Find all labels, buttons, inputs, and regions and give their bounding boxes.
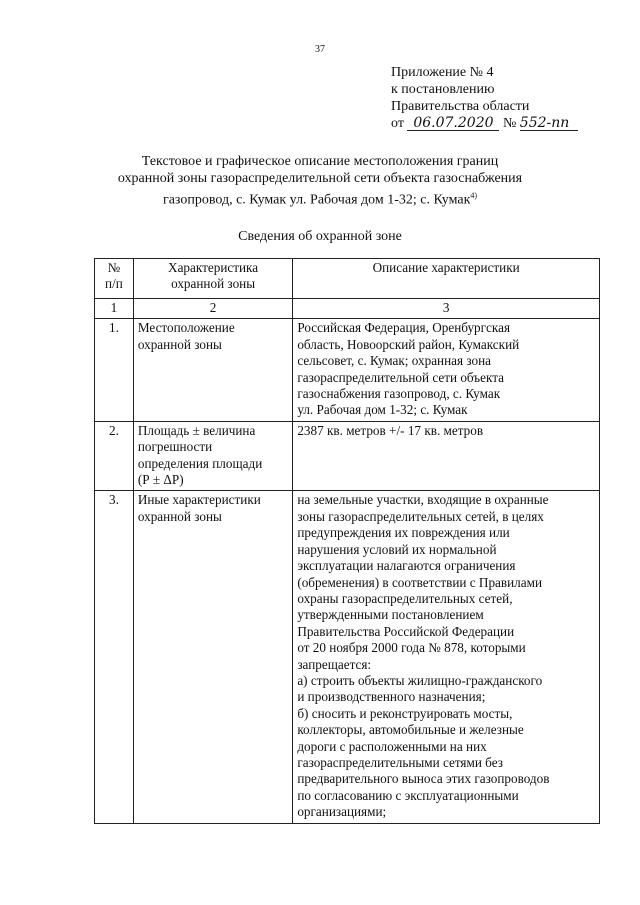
annex-line-government: Правительства области — [391, 99, 530, 114]
row-number: 2. — [95, 421, 134, 491]
section-subtitle: Сведения об охранной зоне — [238, 229, 402, 244]
annex-title: Приложение № 4 — [391, 65, 494, 80]
row-characteristic-text: Иные характеристики охранной зоны — [137, 492, 261, 524]
title-line-1: Текстовое и графическое описание местоположения границ — [141, 154, 499, 169]
header-characteristic — [133, 259, 292, 299]
header-description-text: Описание характеристики — [372, 260, 520, 275]
row-description — [293, 421, 600, 491]
number-label: № — [502, 116, 517, 131]
table-row — [95, 319, 600, 421]
footnote-mark: 4) — [470, 191, 478, 200]
row-description-text: Российская Федерация, Оренбургская область, Новоорский район, Кумакский сельсовет, с. Кумак; охранная зона газораспределительной сети объекта газоснабжения газопровод, с. Кумак ул. Рабочая дом 1-32; с. Кумак — [297, 320, 520, 418]
row-characteristic-text: Площадь ± величина погрешности определения площади (Р ± ΔР) — [137, 422, 263, 488]
row-description-text: на земельные участки, входящие в охранные зоны газораспределительных сетей, в целях предупреждения их повреждения или нарушения условий их нормальной эксплуатации налагаются ограничения (обременения) в соответствии с Правилами охраны газораспределительных сетей, утвержденными постановлением Правительства Российской Федерации от 20 ноября 2000 года № 878, которыми запрещается: а) строить объекты жилищно-гражданского и производственного назначения; б) сносить и реконструировать мосты, коллекторы, автомобильные и железные дороги с расположенными на них газораспределительными сетями без предварительного выноса этих газопроводов по согласованию с эксплуатационными организациями; — [297, 492, 550, 820]
row-characteristic-text: Местоположение охранной зоны — [137, 320, 235, 352]
header-number — [95, 259, 134, 299]
row-characteristic — [133, 421, 292, 491]
annex-date-line — [391, 115, 578, 132]
col-number-2: 2 — [133, 299, 292, 319]
row-characteristic — [133, 319, 292, 421]
table-row — [95, 491, 600, 823]
row-description — [293, 491, 600, 823]
header-number-text: № п/п — [105, 260, 123, 292]
column-number-row — [95, 299, 600, 319]
table-row — [95, 421, 600, 491]
table-header-row — [95, 259, 600, 299]
header-description — [293, 259, 600, 299]
title-line-2: охранной зоны газораспределительной сети объекта газоснабжения — [117, 171, 523, 186]
handwritten-number: 552-пп — [520, 117, 578, 131]
annex-line-resolution: к постановлению — [391, 82, 495, 97]
annex-block — [391, 64, 578, 132]
page-number: 37 — [315, 44, 325, 55]
handwritten-date: 06.07.2020 — [407, 117, 499, 131]
document-title — [60, 153, 580, 209]
row-number: 3. — [95, 491, 134, 823]
from-label: от — [391, 116, 404, 131]
row-characteristic — [133, 491, 292, 823]
row-number: 1. — [95, 319, 134, 421]
col-number-3: 3 — [293, 299, 600, 319]
title-line-3-text: газопровод, с. Кумак ул. Рабочая дом 1-32; с. Кумак — [162, 192, 471, 208]
col-number-1: 1 — [95, 299, 134, 319]
row-description-text: 2387 кв. метров +/- 17 кв. метров — [297, 422, 484, 438]
title-line-3 — [60, 187, 580, 209]
row-description — [293, 319, 600, 421]
zone-info-table — [94, 258, 600, 824]
header-characteristic-text: Характеристика охранной зоны — [168, 260, 259, 292]
